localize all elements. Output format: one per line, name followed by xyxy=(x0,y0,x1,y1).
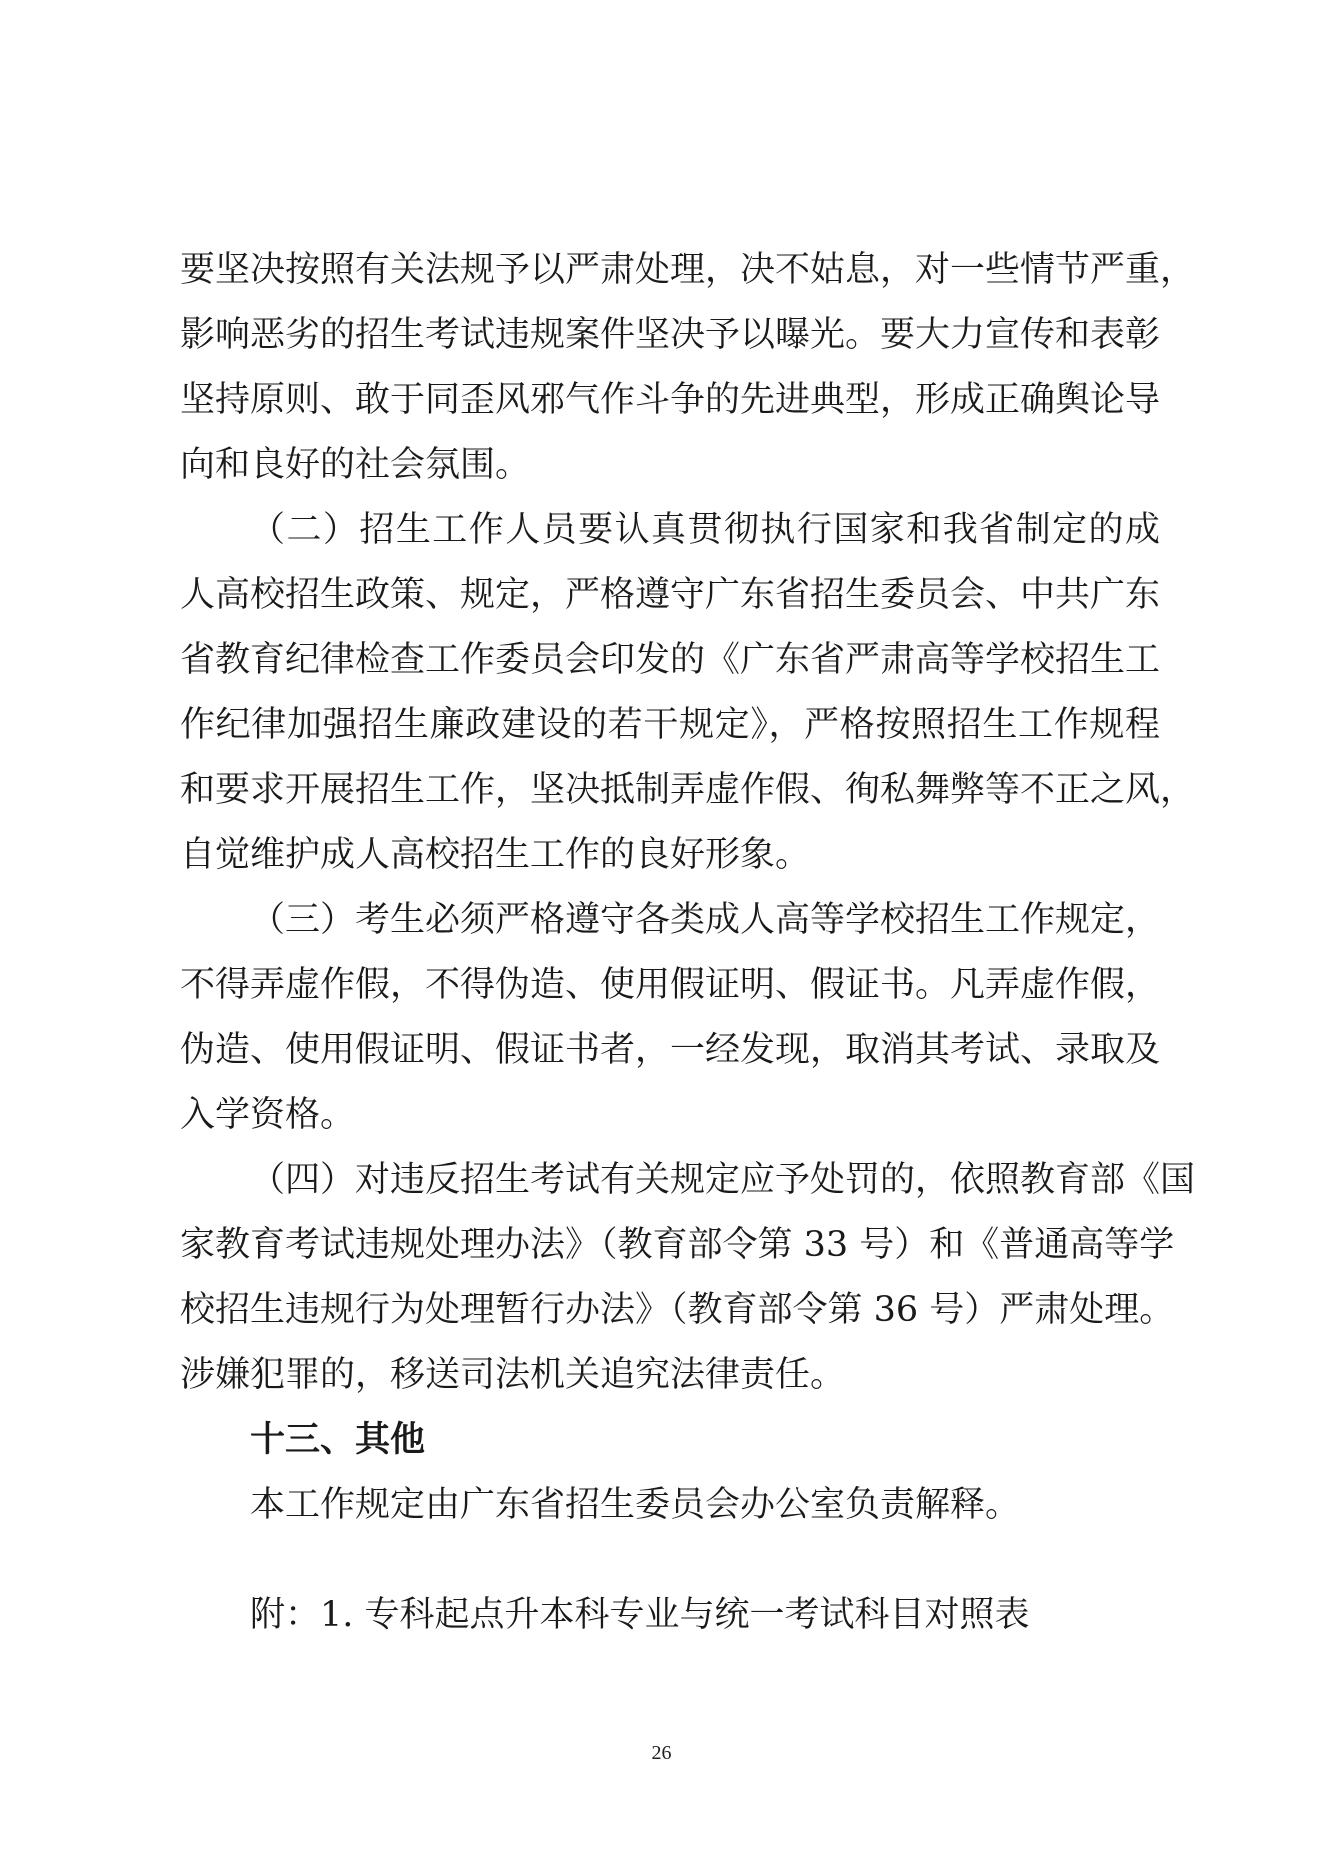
paragraph-line: 校招生违规行为处理暂行办法》（教育部令第 36 号）严肃处理。 xyxy=(180,1290,1175,1330)
paragraph-line: （三）考生必须严格遵守各类成人高等学校招生工作规定， xyxy=(250,900,1161,940)
paragraph-line: 向和良好的社会氛围。 xyxy=(180,445,531,485)
paragraph-line: 和要求开展招生工作，坚决抵制弄虚作假、徇私舞弊等不正之风， xyxy=(180,770,1196,810)
paragraph-line: 涉嫌犯罪的，移送司法机关追究法律责任。 xyxy=(180,1355,846,1395)
paragraph-line: 要坚决按照有关法规予以严肃处理，决不姑息，对一些情节严重， xyxy=(180,250,1196,290)
paragraph-line: 伪造、使用假证明、假证书者，一经发现，取消其考试、录取及 xyxy=(180,1030,1161,1070)
paragraph-line: 入学资格。 xyxy=(180,1095,356,1135)
attachment-line: 附：1. 专科起点升本科专业与统一考试科目对照表 xyxy=(250,1595,1030,1635)
paragraph-line: 省教育纪律检查工作委员会印发的《广东省严肃高等学校招生工 xyxy=(180,640,1161,680)
paragraph-line: 作纪律加强招生廉政建设的若干规定》，严格按照招生工作规程 xyxy=(180,705,1160,745)
paragraph-line: 人高校招生政策、规定，严格遵守广东省招生委员会、中共广东 xyxy=(180,575,1161,615)
paragraph-line: 自觉维护成人高校招生工作的良好形象。 xyxy=(180,835,811,875)
paragraph-line: 影响恶劣的招生考试违规案件坚决予以曝光。要大力宣传和表彰 xyxy=(180,315,1161,355)
paragraph-line: 坚持原则、敢于同歪风邪气作斗争的先进典型，形成正确舆论导 xyxy=(180,380,1161,420)
section-heading: 十三、其他 xyxy=(250,1420,426,1460)
page-number: 26 xyxy=(651,1742,672,1764)
paragraph-line: 本工作规定由广东省招生委员会办公室负责解释。 xyxy=(250,1485,1021,1525)
paragraph-line: （二）招生工作人员要认真贯彻执行国家和我省制定的成 xyxy=(250,510,1160,550)
paragraph-line: 家教育考试违规处理办法》（教育部令第 33 号）和《普通高等学 xyxy=(180,1225,1175,1265)
paragraph-line: （四）对违反招生考试有关规定应予处罚的，依照教育部《国 xyxy=(250,1160,1196,1200)
paragraph-line: 不得弄虚作假，不得伪造、使用假证明、假证书。凡弄虚作假， xyxy=(180,965,1161,1005)
